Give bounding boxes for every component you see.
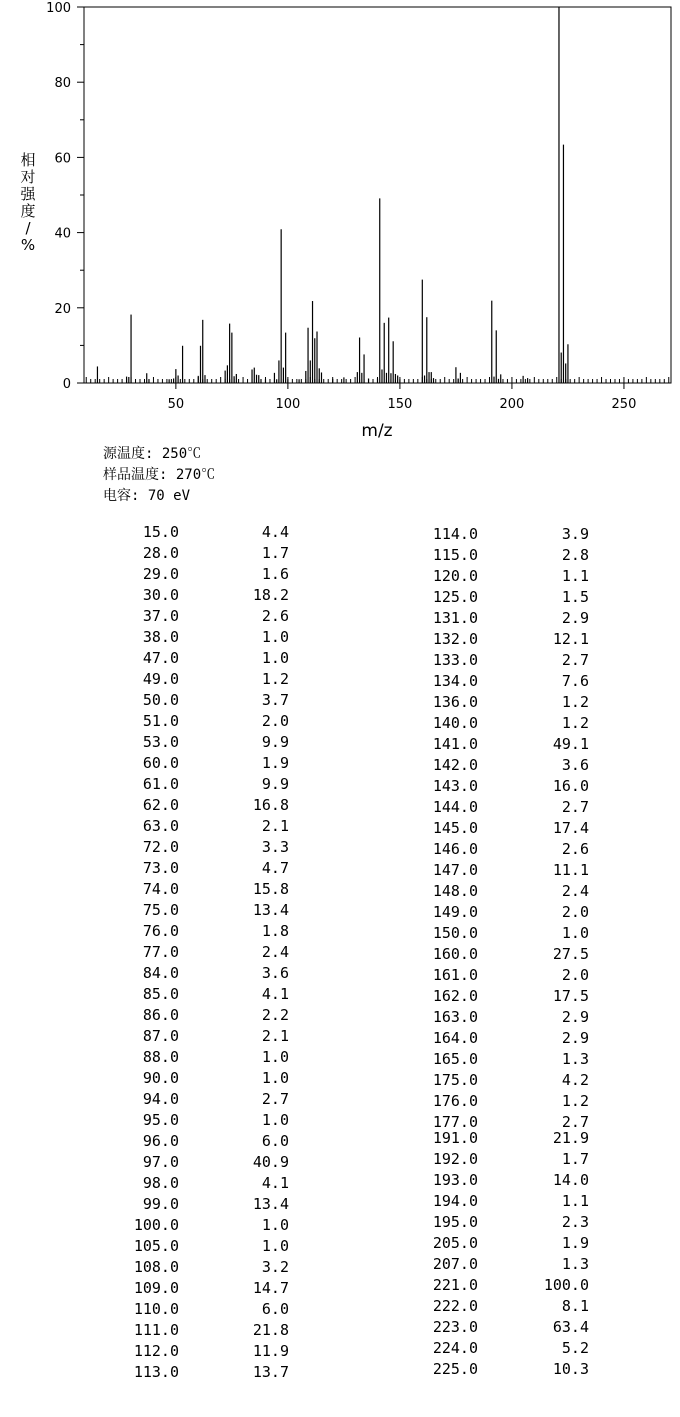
peak-intensity: 6.0 bbox=[261, 1132, 289, 1150]
acquisition-conditions bbox=[103, 444, 215, 507]
peak-intensity: 13.4 bbox=[252, 901, 289, 919]
peak-intensity: 21.9 bbox=[552, 1129, 589, 1147]
peak-table-row bbox=[0, 1070, 680, 1091]
peak-mz: 114.0 bbox=[432, 525, 478, 543]
peak-intensity: 7.6 bbox=[561, 672, 589, 690]
peak-intensity: 2.1 bbox=[261, 1027, 289, 1045]
peak-mz: 160.0 bbox=[432, 945, 478, 963]
source-temperature: 源温度: 250℃ bbox=[103, 446, 202, 462]
peak-mz: 165.0 bbox=[432, 1050, 478, 1068]
peak-intensity: 3.2 bbox=[261, 1258, 289, 1276]
peak-table-row bbox=[0, 1317, 680, 1338]
peak-intensity: 27.5 bbox=[552, 945, 589, 963]
y-axis-label-char: 强 bbox=[20, 185, 36, 203]
peak-intensity: 6.0 bbox=[261, 1300, 289, 1318]
peak-intensity: 1.0 bbox=[261, 1237, 289, 1255]
peak-mz: 145.0 bbox=[432, 819, 478, 837]
peak-intensity: 10.3 bbox=[552, 1360, 589, 1378]
x-tick-label: 100 bbox=[275, 397, 301, 412]
peak-table-row bbox=[0, 1359, 680, 1380]
peak-intensity: 2.0 bbox=[561, 966, 589, 984]
peak-mz: 108.0 bbox=[133, 1258, 179, 1276]
peak-table-row bbox=[0, 629, 680, 650]
peak-intensity: 3.3 bbox=[261, 838, 289, 856]
peak-intensity: 1.2 bbox=[561, 1092, 589, 1110]
peak-intensity: 2.8 bbox=[561, 546, 589, 564]
peak-intensity: 2.7 bbox=[261, 1090, 289, 1108]
peak-mz: 132.0 bbox=[432, 630, 478, 648]
peak-table-row bbox=[0, 587, 680, 608]
peak-mz: 163.0 bbox=[432, 1008, 478, 1026]
peak-table-row bbox=[0, 1212, 680, 1233]
peak-intensity: 1.5 bbox=[561, 588, 589, 606]
peak-mz: 148.0 bbox=[432, 882, 478, 900]
peak-intensity: 2.9 bbox=[561, 609, 589, 627]
peak-table-row bbox=[0, 1170, 680, 1191]
peak-intensity: 3.9 bbox=[561, 525, 589, 543]
peak-mz: 105.0 bbox=[133, 1237, 179, 1255]
peak-mz: 193.0 bbox=[432, 1171, 478, 1189]
y-tick-label: 80 bbox=[54, 76, 71, 92]
y-axis-label bbox=[17, 152, 39, 254]
peak-mz: 176.0 bbox=[432, 1092, 478, 1110]
peak-mz: 84.0 bbox=[142, 964, 179, 982]
peak-intensity: 49.1 bbox=[552, 735, 589, 753]
x-axis-ticks bbox=[168, 383, 637, 412]
peak-intensity: 1.2 bbox=[561, 714, 589, 732]
peak-intensity: 1.2 bbox=[261, 670, 289, 688]
peak-mz: 147.0 bbox=[432, 861, 478, 879]
peak-intensity: 1.0 bbox=[261, 628, 289, 646]
peak-table-row bbox=[0, 1149, 680, 1170]
peak-intensity: 1.7 bbox=[261, 544, 289, 562]
peak-mz: 95.0 bbox=[142, 1111, 179, 1129]
peak-mz: 142.0 bbox=[432, 756, 478, 774]
peak-mz: 175.0 bbox=[432, 1071, 478, 1089]
peak-table-row bbox=[0, 1191, 680, 1212]
peak-mz: 50.0 bbox=[142, 691, 179, 709]
peak-mz: 60.0 bbox=[142, 754, 179, 772]
peak-intensity: 13.7 bbox=[252, 1363, 289, 1381]
peak-intensity: 14.7 bbox=[252, 1279, 289, 1297]
y-axis-label-char: / bbox=[25, 219, 31, 237]
peak-mz: 74.0 bbox=[142, 880, 179, 898]
peak-mz: 149.0 bbox=[432, 903, 478, 921]
plot-frame bbox=[84, 7, 671, 383]
peak-mz: 87.0 bbox=[142, 1027, 179, 1045]
peak-mz: 111.0 bbox=[133, 1321, 179, 1339]
peak-table-row bbox=[0, 1254, 680, 1275]
peak-mz: 38.0 bbox=[142, 628, 179, 646]
peak-intensity: 3.7 bbox=[261, 691, 289, 709]
peak-intensity: 100.0 bbox=[543, 1276, 589, 1294]
peak-mz: 140.0 bbox=[432, 714, 478, 732]
peak-table-row bbox=[0, 671, 680, 692]
peak-mz: 110.0 bbox=[133, 1300, 179, 1318]
peak-mz: 115.0 bbox=[432, 546, 478, 564]
peak-intensity: 21.8 bbox=[252, 1321, 289, 1339]
peak-mz: 143.0 bbox=[432, 777, 478, 795]
peak-intensity: 4.7 bbox=[261, 859, 289, 877]
peak-intensity: 1.3 bbox=[561, 1255, 589, 1273]
peak-table-row bbox=[0, 797, 680, 818]
peak-intensity: 8.1 bbox=[561, 1297, 589, 1315]
peak-mz: 141.0 bbox=[432, 735, 478, 753]
peak-intensity: 1.2 bbox=[561, 693, 589, 711]
peak-mz: 109.0 bbox=[133, 1279, 179, 1297]
peak-table-row bbox=[0, 755, 680, 776]
peak-mz: 90.0 bbox=[142, 1069, 179, 1087]
spectrum-peaks bbox=[97, 7, 567, 383]
peak-intensity: 17.4 bbox=[552, 819, 589, 837]
peak-intensity: 2.7 bbox=[561, 1113, 589, 1131]
peak-table-row bbox=[0, 818, 680, 839]
peak-table-row bbox=[0, 1091, 680, 1112]
peak-intensity: 16.8 bbox=[252, 796, 289, 814]
peak-table-row bbox=[0, 902, 680, 923]
peak-intensity: 1.0 bbox=[261, 1048, 289, 1066]
y-tick-label: 0 bbox=[62, 377, 71, 392]
peak-intensity: 2.1 bbox=[261, 817, 289, 835]
peak-mz: 131.0 bbox=[432, 609, 478, 627]
peak-intensity: 11.1 bbox=[552, 861, 589, 879]
peak-mz: 150.0 bbox=[432, 924, 478, 942]
peak-table-row bbox=[0, 692, 680, 713]
peak-intensity: 2.9 bbox=[561, 1008, 589, 1026]
peak-table-row bbox=[0, 734, 680, 755]
x-axis-label: m/z bbox=[361, 421, 393, 440]
peak-mz: 86.0 bbox=[142, 1006, 179, 1024]
peak-mz: 161.0 bbox=[432, 966, 478, 984]
peak-intensity: 17.5 bbox=[552, 987, 589, 1005]
peak-intensity: 63.4 bbox=[552, 1318, 589, 1336]
peak-mz: 63.0 bbox=[142, 817, 179, 835]
peak-mz: 98.0 bbox=[142, 1174, 179, 1192]
peak-table-row bbox=[0, 1296, 680, 1317]
peak-table-row bbox=[0, 839, 680, 860]
mass-spectrum-chart bbox=[0, 0, 680, 440]
peak-intensity: 1.6 bbox=[261, 565, 289, 583]
peak-mz: 191.0 bbox=[432, 1129, 478, 1147]
peak-table-row bbox=[0, 608, 680, 629]
peak-intensity: 1.9 bbox=[561, 1234, 589, 1252]
peak-mz: 144.0 bbox=[432, 798, 478, 816]
peak-intensity: 3.6 bbox=[261, 964, 289, 982]
peak-intensity: 13.4 bbox=[252, 1195, 289, 1213]
peak-intensity: 1.7 bbox=[561, 1150, 589, 1168]
peak-mz: 221.0 bbox=[432, 1276, 478, 1294]
peak-mz: 53.0 bbox=[142, 733, 179, 751]
peak-table-row bbox=[0, 524, 680, 545]
peak-intensity: 2.9 bbox=[561, 1029, 589, 1047]
ionization-energy: 电容: 70 eV bbox=[103, 488, 191, 504]
peak-table-row bbox=[0, 1028, 680, 1049]
y-tick-label: 100 bbox=[46, 1, 71, 16]
peak-intensity: 2.0 bbox=[261, 712, 289, 730]
peak-mz: 96.0 bbox=[142, 1132, 179, 1150]
peak-intensity: 1.0 bbox=[261, 1069, 289, 1087]
x-tick-label: 200 bbox=[499, 397, 525, 412]
peak-mz: 97.0 bbox=[142, 1153, 179, 1171]
peak-intensity: 2.4 bbox=[261, 943, 289, 961]
peak-mz: 37.0 bbox=[142, 607, 179, 625]
peak-table-row bbox=[0, 650, 680, 671]
peak-mz: 120.0 bbox=[432, 567, 478, 585]
peak-intensity: 2.7 bbox=[561, 798, 589, 816]
peak-intensity: 1.9 bbox=[261, 754, 289, 772]
peak-intensity: 4.1 bbox=[261, 1174, 289, 1192]
peak-mz: 205.0 bbox=[432, 1234, 478, 1252]
peak-intensity: 40.9 bbox=[252, 1153, 289, 1171]
peak-intensity: 2.6 bbox=[261, 607, 289, 625]
peak-table-row bbox=[0, 776, 680, 797]
peak-intensity: 15.8 bbox=[252, 880, 289, 898]
y-axis-label-char: % bbox=[20, 236, 36, 254]
peak-intensity: 2.4 bbox=[561, 882, 589, 900]
peak-mz: 72.0 bbox=[142, 838, 179, 856]
peak-intensity: 2.7 bbox=[561, 651, 589, 669]
peak-table-row bbox=[0, 1128, 680, 1149]
peak-intensity: 1.1 bbox=[561, 567, 589, 585]
peak-mz: 29.0 bbox=[142, 565, 179, 583]
peak-intensity: 9.9 bbox=[261, 733, 289, 751]
peak-table-row bbox=[0, 1275, 680, 1296]
peak-mz: 100.0 bbox=[133, 1216, 179, 1234]
peak-intensity: 1.0 bbox=[261, 1216, 289, 1234]
peak-intensity: 14.0 bbox=[552, 1171, 589, 1189]
peak-intensity: 2.6 bbox=[561, 840, 589, 858]
y-tick-label: 20 bbox=[54, 301, 71, 317]
peak-table-row bbox=[0, 1233, 680, 1254]
peak-intensity: 1.1 bbox=[561, 1192, 589, 1210]
peak-mz: 99.0 bbox=[142, 1195, 179, 1213]
y-axis-label-char: 相 bbox=[20, 151, 36, 169]
peak-intensity: 9.9 bbox=[261, 775, 289, 793]
peak-table-row bbox=[0, 566, 680, 587]
peak-table-row bbox=[0, 965, 680, 986]
peak-table-row bbox=[0, 986, 680, 1007]
sample-temperature: 样品温度: 270℃ bbox=[103, 467, 216, 483]
peak-mz: 222.0 bbox=[432, 1297, 478, 1315]
peak-mz: 94.0 bbox=[142, 1090, 179, 1108]
peak-mz: 207.0 bbox=[432, 1255, 478, 1273]
peak-intensity: 4.4 bbox=[261, 523, 289, 541]
peak-mz: 28.0 bbox=[142, 544, 179, 562]
peak-table-row bbox=[0, 1007, 680, 1028]
peak-intensity: 2.2 bbox=[261, 1006, 289, 1024]
peak-mz: 85.0 bbox=[142, 985, 179, 1003]
peak-intensity: 16.0 bbox=[552, 777, 589, 795]
x-tick-label: 150 bbox=[387, 397, 413, 412]
peak-mz: 164.0 bbox=[432, 1029, 478, 1047]
peak-intensity: 1.3 bbox=[561, 1050, 589, 1068]
peak-intensity: 1.0 bbox=[261, 1111, 289, 1129]
peak-mz: 192.0 bbox=[432, 1150, 478, 1168]
peak-mz: 75.0 bbox=[142, 901, 179, 919]
peak-mz: 61.0 bbox=[142, 775, 179, 793]
peak-mz: 125.0 bbox=[432, 588, 478, 606]
peak-intensity: 4.1 bbox=[261, 985, 289, 1003]
peak-mz: 30.0 bbox=[142, 586, 179, 604]
peak-mz: 88.0 bbox=[142, 1048, 179, 1066]
peak-intensity: 3.6 bbox=[561, 756, 589, 774]
peak-intensity: 1.0 bbox=[261, 649, 289, 667]
peak-table-row bbox=[0, 944, 680, 965]
peak-intensity: 18.2 bbox=[252, 586, 289, 604]
peak-table-row bbox=[0, 1338, 680, 1359]
peak-mz: 76.0 bbox=[142, 922, 179, 940]
peak-mz: 73.0 bbox=[142, 859, 179, 877]
peak-intensity: 4.2 bbox=[561, 1071, 589, 1089]
peak-table-row bbox=[0, 545, 680, 566]
peak-mz: 51.0 bbox=[142, 712, 179, 730]
peak-intensity: 1.0 bbox=[561, 924, 589, 942]
peak-intensity: 12.1 bbox=[552, 630, 589, 648]
peak-table-row bbox=[0, 860, 680, 881]
y-axis-ticks bbox=[46, 1, 84, 392]
peak-mz: 62.0 bbox=[142, 796, 179, 814]
peak-mz: 112.0 bbox=[133, 1342, 179, 1360]
y-axis-label-char: 对 bbox=[20, 168, 36, 186]
peak-mz: 136.0 bbox=[432, 693, 478, 711]
peak-mz: 162.0 bbox=[432, 987, 478, 1005]
peak-intensity: 1.8 bbox=[261, 922, 289, 940]
peak-table-row bbox=[0, 881, 680, 902]
y-axis-label-char: 度 bbox=[20, 202, 36, 220]
peak-mz: 49.0 bbox=[142, 670, 179, 688]
y-tick-label: 40 bbox=[54, 226, 71, 242]
peak-intensity: 2.0 bbox=[561, 903, 589, 921]
peak-mz: 223.0 bbox=[432, 1318, 478, 1336]
peak-intensity: 11.9 bbox=[252, 1342, 289, 1360]
peak-mz: 47.0 bbox=[142, 649, 179, 667]
peak-mz: 225.0 bbox=[432, 1360, 478, 1378]
peak-intensity: 5.2 bbox=[561, 1339, 589, 1357]
x-tick-label: 250 bbox=[611, 397, 637, 412]
peak-mz: 15.0 bbox=[142, 523, 179, 541]
peak-mz: 195.0 bbox=[432, 1213, 478, 1231]
peak-mz: 133.0 bbox=[432, 651, 478, 669]
peak-table-row bbox=[0, 923, 680, 944]
peak-intensity: 2.3 bbox=[561, 1213, 589, 1231]
peak-table-row bbox=[0, 713, 680, 734]
peak-mz: 113.0 bbox=[133, 1363, 179, 1381]
peak-mz: 194.0 bbox=[432, 1192, 478, 1210]
peak-mz: 224.0 bbox=[432, 1339, 478, 1357]
x-tick-label: 50 bbox=[167, 397, 185, 412]
peak-mz: 146.0 bbox=[432, 840, 478, 858]
y-tick-label: 60 bbox=[54, 151, 71, 167]
peak-mz: 77.0 bbox=[142, 943, 179, 961]
peak-mz: 134.0 bbox=[432, 672, 478, 690]
peak-mz: 177.0 bbox=[432, 1113, 478, 1131]
peak-table-row bbox=[0, 1049, 680, 1070]
